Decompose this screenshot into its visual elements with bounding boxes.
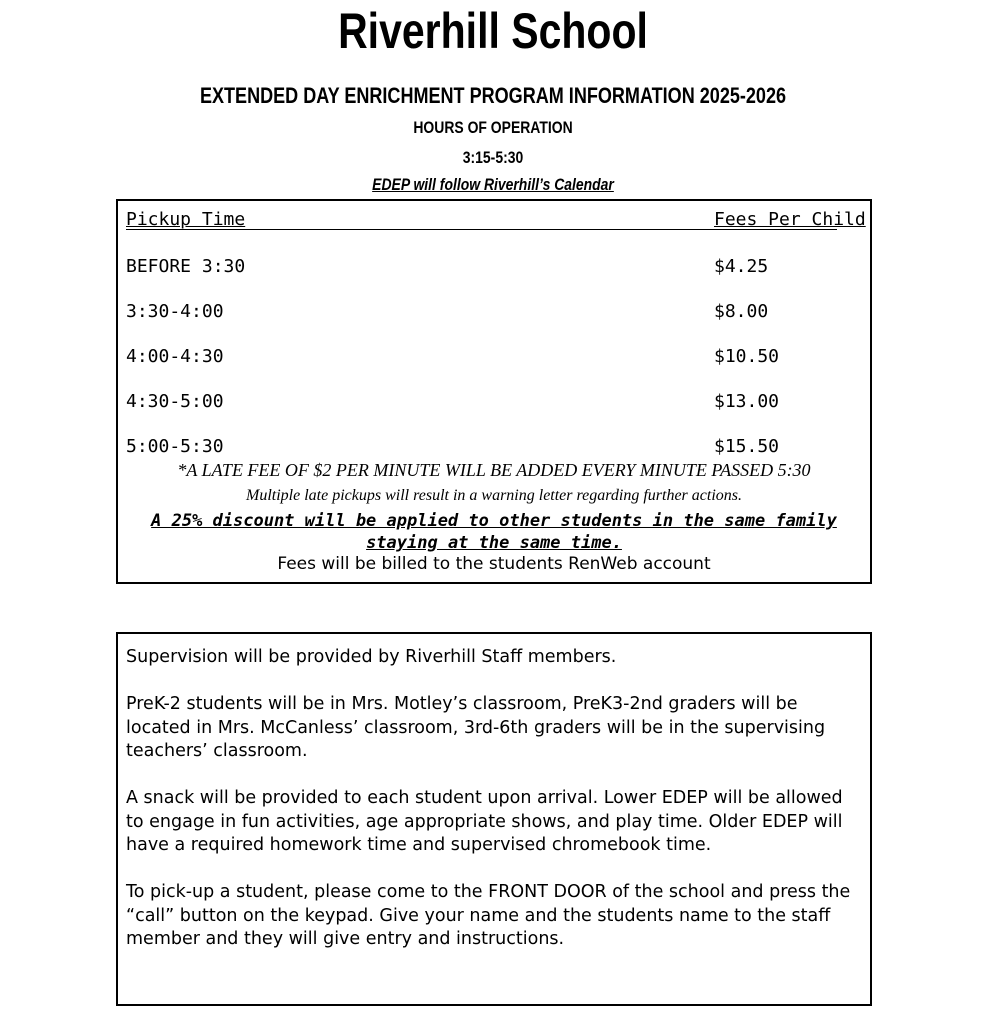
info-paragraph: Supervision will be provided by Riverhill Staff members. — [126, 647, 617, 667]
info-paragraph: PreK-2 students will be in Mrs. Motley’s classroom, PreK3-2nd graders will be located in Mrs. McCanless’ classroom, 3rd-6th graders will be in the supervising teachers’ classroom. — [126, 694, 826, 761]
program-info-box — [116, 632, 872, 1006]
late-fee-note: *A LATE FEE OF $2 PER MINUTE WILL BE ADDED EVERY MINUTE PASSED 5:30 — [177, 460, 811, 480]
billing-note: Fees will be billed to the students RenWeb account — [277, 554, 711, 574]
fee-row-amount: $13.00 — [714, 391, 780, 412]
fee-row-time: BEFORE 3:30 — [126, 256, 246, 277]
fee-row-amount: $10.50 — [714, 346, 780, 367]
fee-row-amount: $8.00 — [714, 301, 769, 322]
sibling-discount-note: A 25% discount will be applied to other students in the same family staying at the same time. — [151, 511, 837, 553]
fee-row-time: 5:00-5:30 — [126, 436, 224, 457]
fee-row-time: 3:30-4:00 — [126, 301, 224, 322]
page-title: Riverhill School — [338, 3, 648, 59]
calendar-note: EDEP will follow Riverhill’s Calendar — [372, 175, 614, 194]
warning-note: Multiple late pickups will result in a warning letter regarding further actions. — [246, 487, 742, 504]
fee-row-time: 4:30-5:00 — [126, 391, 224, 412]
fees-header: Fees Per Child — [714, 209, 866, 230]
pickup-time-header: Pickup Time — [126, 209, 246, 230]
info-paragraph: A snack will be provided to each student upon arrival. Lower EDEP will be allowed to engage in fun activities, age appropriate shows, and play time. Older EDEP will have a required homework time and supervised chromebook time. — [126, 788, 843, 855]
hours-heading: HOURS OF OPERATION — [413, 118, 573, 137]
fee-schedule-box — [116, 199, 872, 584]
hours-value: 3:15-5:30 — [462, 148, 524, 167]
fee-row-time: 4:00-4:30 — [126, 346, 224, 367]
info-paragraph: To pick-up a student, please come to the FRONT DOOR of the school and press the “call” button on the keypad. Give your name and the students name to the staff member and they will give entry and instructions. — [126, 882, 851, 949]
program-info-text — [126, 646, 862, 975]
program-title: EXTENDED DAY ENRICHMENT PROGRAM INFORMATION 2025-2026 — [199, 83, 787, 108]
fee-row-amount: $15.50 — [714, 436, 780, 457]
fee-row-amount: $4.25 — [714, 256, 769, 277]
